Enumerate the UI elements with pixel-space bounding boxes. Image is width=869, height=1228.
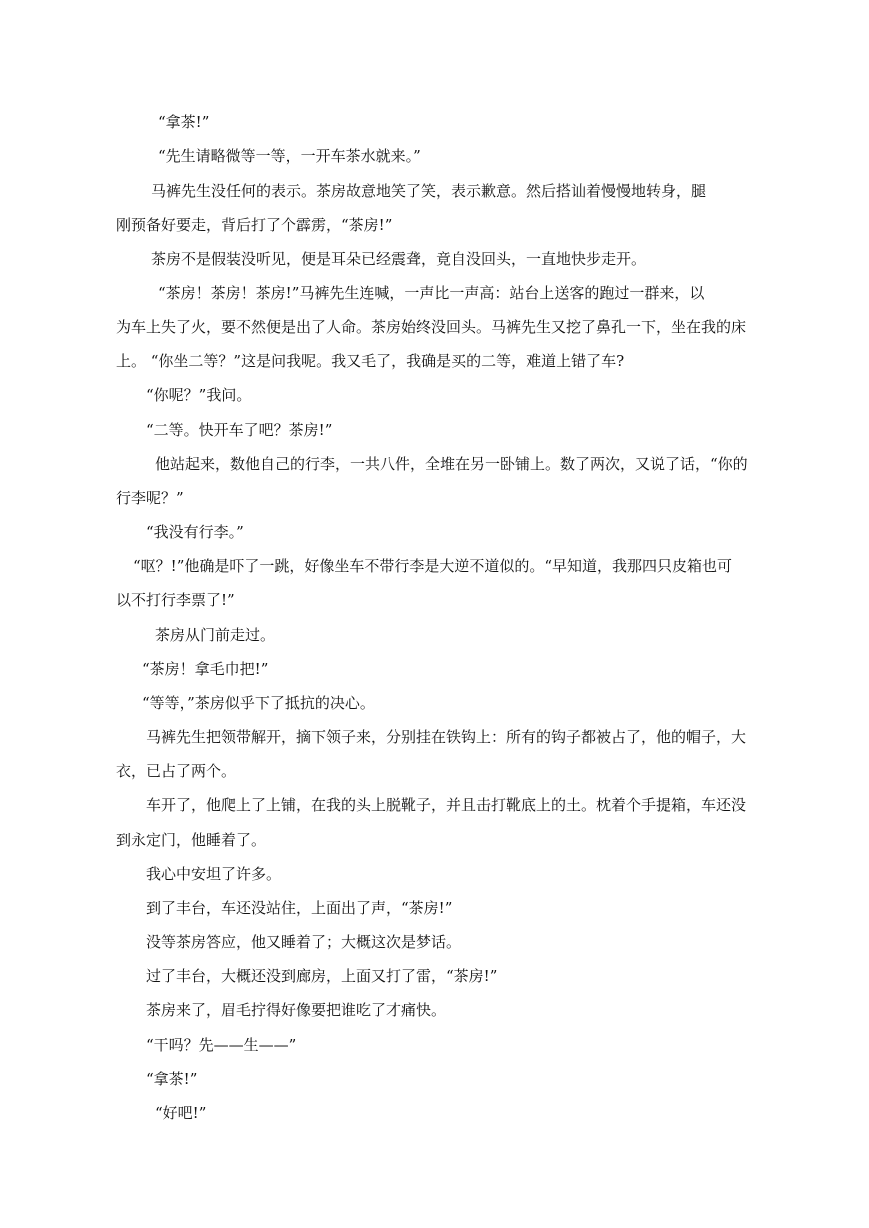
text-line: 过了丰台，大概还没到廊房，上面又打了雷，“茶房!” (146, 967, 498, 985)
text-line: “先生请略微等一等，一开车茶水就来。” (158, 147, 421, 165)
text-line: “二等。快开车了吧？茶房!” (146, 421, 333, 439)
text-line: “呕？!”他确是吓了一跳，好像坐车不带行李是大逆不道似的。“早知道，我那四只皮箱也可 (133, 557, 733, 575)
text-line: “拿茶!” (158, 113, 210, 131)
text-line: 上。 “你坐二等？”这是问我呢。我又毛了，我确是买的二等，难道上错了车? (116, 352, 625, 370)
text-line: 行李呢？” (116, 489, 184, 507)
text-line: 马裤先生把领带解开，摘下领子来，分别挂在铁钩上：所有的钩子都被占了，他的帽子，大 (146, 728, 747, 746)
text-line: “茶房！茶房！茶房!”马裤先生连喊，一声比一声高：站台上送客的跑过一群来，以 (158, 284, 705, 302)
text-line: 衣，已占了两个。 (116, 762, 237, 780)
text-line: “我没有行李。” (146, 523, 244, 541)
text-line: 茶房从门前走过。 (155, 626, 276, 644)
text-line: “你呢？”我问。 (146, 386, 252, 404)
text-line: 为车上失了火，要不然便是出了人命。茶房始终没回头。马裤先生又挖了鼻孔一下，坐在我的床 (116, 318, 747, 336)
text-line: 马裤先生没任何的表示。茶房故意地笑了笑，表示歉意。然后搭讪着慢慢地转身，腿 (151, 182, 707, 200)
text-line: 茶房不是假装没听见，便是耳朵已经震聋，竟自没回头，一直地快步走开。 (151, 250, 647, 268)
text-line: 他站起来，数他自己的行李，一共八件，全堆在另一卧铺上。数了两次，又说了话，“你的 (155, 455, 748, 473)
text-line: 没等茶房答应，他又睡着了；大概这次是梦话。 (146, 933, 462, 951)
text-line: 刚预备好要走，背后打了个霹雳，“茶房!” (116, 216, 393, 234)
text-line: “好吧!” (155, 1104, 207, 1122)
text-line: 茶房来了，眉毛拧得好像要把谁吃了才痛快。 (146, 1001, 447, 1019)
text-line: 车开了，他爬上了上铺，在我的头上脱靴子，并且击打靴底上的土。枕着个手提箱，车还没 (146, 796, 747, 814)
text-line: 我心中安坦了许多。 (146, 865, 282, 883)
text-line: 到永定门，他睡着了。 (116, 831, 267, 849)
text-line: “干吗？先——生——” (146, 1036, 297, 1054)
text-line: “拿茶!” (146, 1070, 198, 1088)
text-line: 以不打行李票了!” (116, 591, 235, 609)
text-line: “等等，”茶房似乎下了抵抗的决心。 (142, 694, 375, 712)
text-line: 到了丰台，车还没站住，上面出了声，“茶房!” (146, 899, 453, 917)
text-line: “茶房！拿毛巾把!” (142, 660, 269, 678)
